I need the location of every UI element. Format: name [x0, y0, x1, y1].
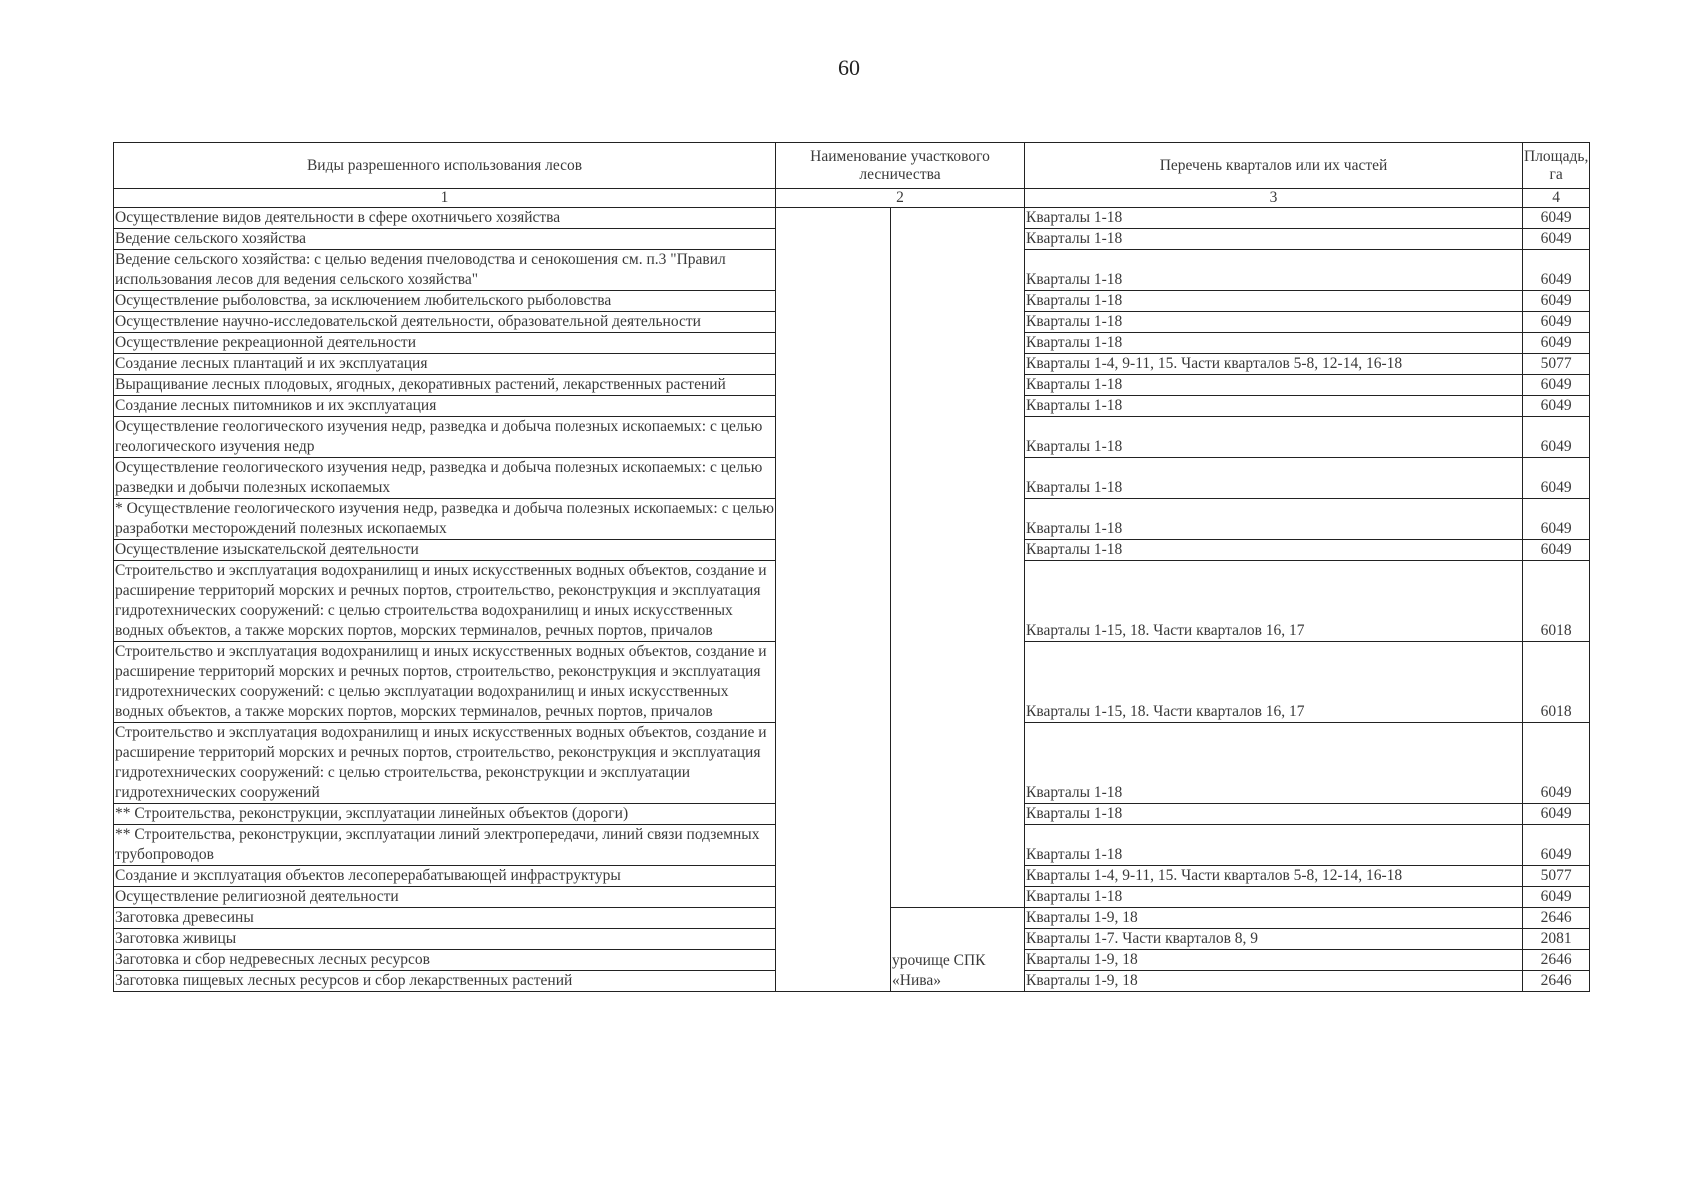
- kvartals-cell: Кварталы 1-18: [1025, 312, 1523, 333]
- kvartals-cell: Кварталы 1-18: [1025, 825, 1523, 866]
- page-number: 60: [838, 55, 860, 80]
- kvartals-cell: Кварталы 1-18: [1025, 333, 1523, 354]
- use-type-cell: ** Строительства, реконструкции, эксплуатации линий электропередачи, линий связи подземных трубопроводов: [114, 825, 776, 866]
- kvartals-cell: Кварталы 1-18: [1025, 887, 1523, 908]
- column-number: 1: [114, 189, 776, 208]
- area-cell: 6049: [1523, 540, 1590, 561]
- kvartals-cell: Кварталы 1-7. Части кварталов 8, 9: [1025, 929, 1523, 950]
- kvartals-cell: Кварталы 1-15, 18. Части кварталов 16, 17: [1025, 642, 1523, 723]
- use-type-cell: Ведение сельского хозяйства: с целью ведения пчеловодства и сенокошения см. п.3 "Правил использования лесов для ведения сельского хозяйства": [114, 250, 776, 291]
- table-row: [114, 208, 1590, 229]
- column-number: 4: [1523, 189, 1590, 208]
- uchastok-name-cell: урочище СПК «Нива»: [891, 908, 1025, 992]
- area-cell: 6049: [1523, 499, 1590, 540]
- use-type-cell: Заготовка живицы: [114, 929, 776, 950]
- area-cell: 2081: [1523, 929, 1590, 950]
- area-cell: 6049: [1523, 396, 1590, 417]
- use-type-cell: ** Строительства, реконструкции, эксплуатации линейных объектов (дороги): [114, 804, 776, 825]
- area-cell: 2646: [1523, 950, 1590, 971]
- area-cell: 2646: [1523, 908, 1590, 929]
- area-cell: 5077: [1523, 354, 1590, 375]
- area-cell: 6049: [1523, 887, 1590, 908]
- kvartals-cell: Кварталы 1-18: [1025, 375, 1523, 396]
- header-use-types: Виды разрешенного использования лесов: [114, 143, 776, 189]
- area-cell: 6049: [1523, 375, 1590, 396]
- area-cell: 6049: [1523, 229, 1590, 250]
- kvartals-cell: Кварталы 1-9, 18: [1025, 950, 1523, 971]
- area-cell: 6049: [1523, 333, 1590, 354]
- kvartals-cell: Кварталы 1-18: [1025, 250, 1523, 291]
- use-type-cell: Осуществление видов деятельности в сфере охотничьего хозяйства: [114, 208, 776, 229]
- use-type-cell: Осуществление изыскательской деятельности: [114, 540, 776, 561]
- uchastok-blank-cell: [891, 208, 1025, 908]
- area-cell: 6018: [1523, 561, 1590, 642]
- area-cell: 6049: [1523, 291, 1590, 312]
- header-kvartals: Перечень кварталов или их частей: [1025, 143, 1523, 189]
- use-type-cell: Осуществление религиозной деятельности: [114, 887, 776, 908]
- use-type-cell: Создание и эксплуатация объектов лесоперерабатывающей инфраструктуры: [114, 866, 776, 887]
- use-type-cell: Заготовка и сбор недревесных лесных ресурсов: [114, 950, 776, 971]
- use-type-cell: Выращивание лесных плодовых, ягодных, декоративных растений, лекарственных растений: [114, 375, 776, 396]
- kvartals-cell: Кварталы 1-9, 18: [1025, 908, 1523, 929]
- use-type-cell: Строительство и эксплуатация водохранилищ и иных искусственных водных объектов, создание и расширение территорий морских и речных портов, строительство, реконструкция и эксплуатация гидротехнических сооружений: с целью эксплуатации водохранилищ и иных искусственных водных объектов, а также морских портов, морских терминалов, речных портов, причалов: [114, 642, 776, 723]
- area-cell: 6049: [1523, 250, 1590, 291]
- use-type-cell: * Осуществление геологического изучения недр, разведка и добыча полезных ископаемых: с целью разработки месторождений полезных ископаемых: [114, 499, 776, 540]
- kvartals-cell: Кварталы 1-18: [1025, 291, 1523, 312]
- kvartals-cell: Кварталы 1-18: [1025, 499, 1523, 540]
- area-cell: 2646: [1523, 971, 1590, 992]
- use-type-cell: Создание лесных плантаций и их эксплуатация: [114, 354, 776, 375]
- header-lesnichestvo: Наименование участкового лесничества: [776, 143, 1025, 189]
- use-type-cell: Создание лесных питомников и их эксплуатация: [114, 396, 776, 417]
- use-type-cell: Строительство и эксплуатация водохранилищ и иных искусственных водных объектов, создание и расширение территорий морских и речных портов, строительство, реконструкция и эксплуатация гидротехнических сооружений: с целью строительства, реконструкции и эксплуатации гидротехнических сооружений: [114, 723, 776, 804]
- area-cell: 6049: [1523, 804, 1590, 825]
- kvartals-cell: Кварталы 1-4, 9-11, 15. Части кварталов 5-8, 12-14, 16-18: [1025, 354, 1523, 375]
- use-type-cell: Заготовка пищевых лесных ресурсов и сбор лекарственных растений: [114, 971, 776, 992]
- column-number-row: [114, 189, 1590, 208]
- area-cell: 6049: [1523, 458, 1590, 499]
- kvartals-cell: Кварталы 1-18: [1025, 804, 1523, 825]
- area-cell: 6049: [1523, 312, 1590, 333]
- forest-use-table: [113, 142, 1590, 992]
- use-type-cell: Осуществление рекреационной деятельности: [114, 333, 776, 354]
- header-row: [114, 143, 1590, 189]
- area-cell: 6049: [1523, 417, 1590, 458]
- lesnichestvo-cell: [776, 208, 891, 992]
- column-number: 3: [1025, 189, 1523, 208]
- kvartals-cell: Кварталы 1-18: [1025, 208, 1523, 229]
- use-type-cell: Осуществление научно-исследовательской деятельности, образовательной деятельности: [114, 312, 776, 333]
- use-type-cell: Осуществление рыболовства, за исключением любительского рыболовства: [114, 291, 776, 312]
- kvartals-cell: Кварталы 1-18: [1025, 723, 1523, 804]
- use-type-cell: Осуществление геологического изучения недр, разведка и добыча полезных ископаемых: с целью геологического изучения недр: [114, 417, 776, 458]
- area-cell: 6049: [1523, 723, 1590, 804]
- kvartals-cell: Кварталы 1-4, 9-11, 15. Части кварталов 5-8, 12-14, 16-18: [1025, 866, 1523, 887]
- kvartals-cell: Кварталы 1-18: [1025, 540, 1523, 561]
- use-type-cell: Ведение сельского хозяйства: [114, 229, 776, 250]
- use-type-cell: Заготовка древесины: [114, 908, 776, 929]
- area-cell: 6049: [1523, 825, 1590, 866]
- column-number: 2: [776, 189, 1025, 208]
- use-type-cell: Строительство и эксплуатация водохранилищ и иных искусственных водных объектов, создание и расширение территорий морских и речных портов, строительство, реконструкция и эксплуатация гидротехнических сооружений: с целью строительства водохранилищ и иных искусственных водных объектов, а также морских портов, морских терминалов, речных портов, причалов: [114, 561, 776, 642]
- header-area: Площадь, га: [1523, 143, 1590, 189]
- use-type-cell: Осуществление геологического изучения недр, разведка и добыча полезных ископаемых: с целью разведки и добычи полезных ископаемых: [114, 458, 776, 499]
- kvartals-cell: Кварталы 1-9, 18: [1025, 971, 1523, 992]
- area-cell: 6049: [1523, 208, 1590, 229]
- kvartals-cell: Кварталы 1-18: [1025, 458, 1523, 499]
- area-cell: 5077: [1523, 866, 1590, 887]
- kvartals-cell: Кварталы 1-18: [1025, 417, 1523, 458]
- kvartals-cell: Кварталы 1-18: [1025, 229, 1523, 250]
- area-cell: 6018: [1523, 642, 1590, 723]
- kvartals-cell: Кварталы 1-15, 18. Части кварталов 16, 17: [1025, 561, 1523, 642]
- kvartals-cell: Кварталы 1-18: [1025, 396, 1523, 417]
